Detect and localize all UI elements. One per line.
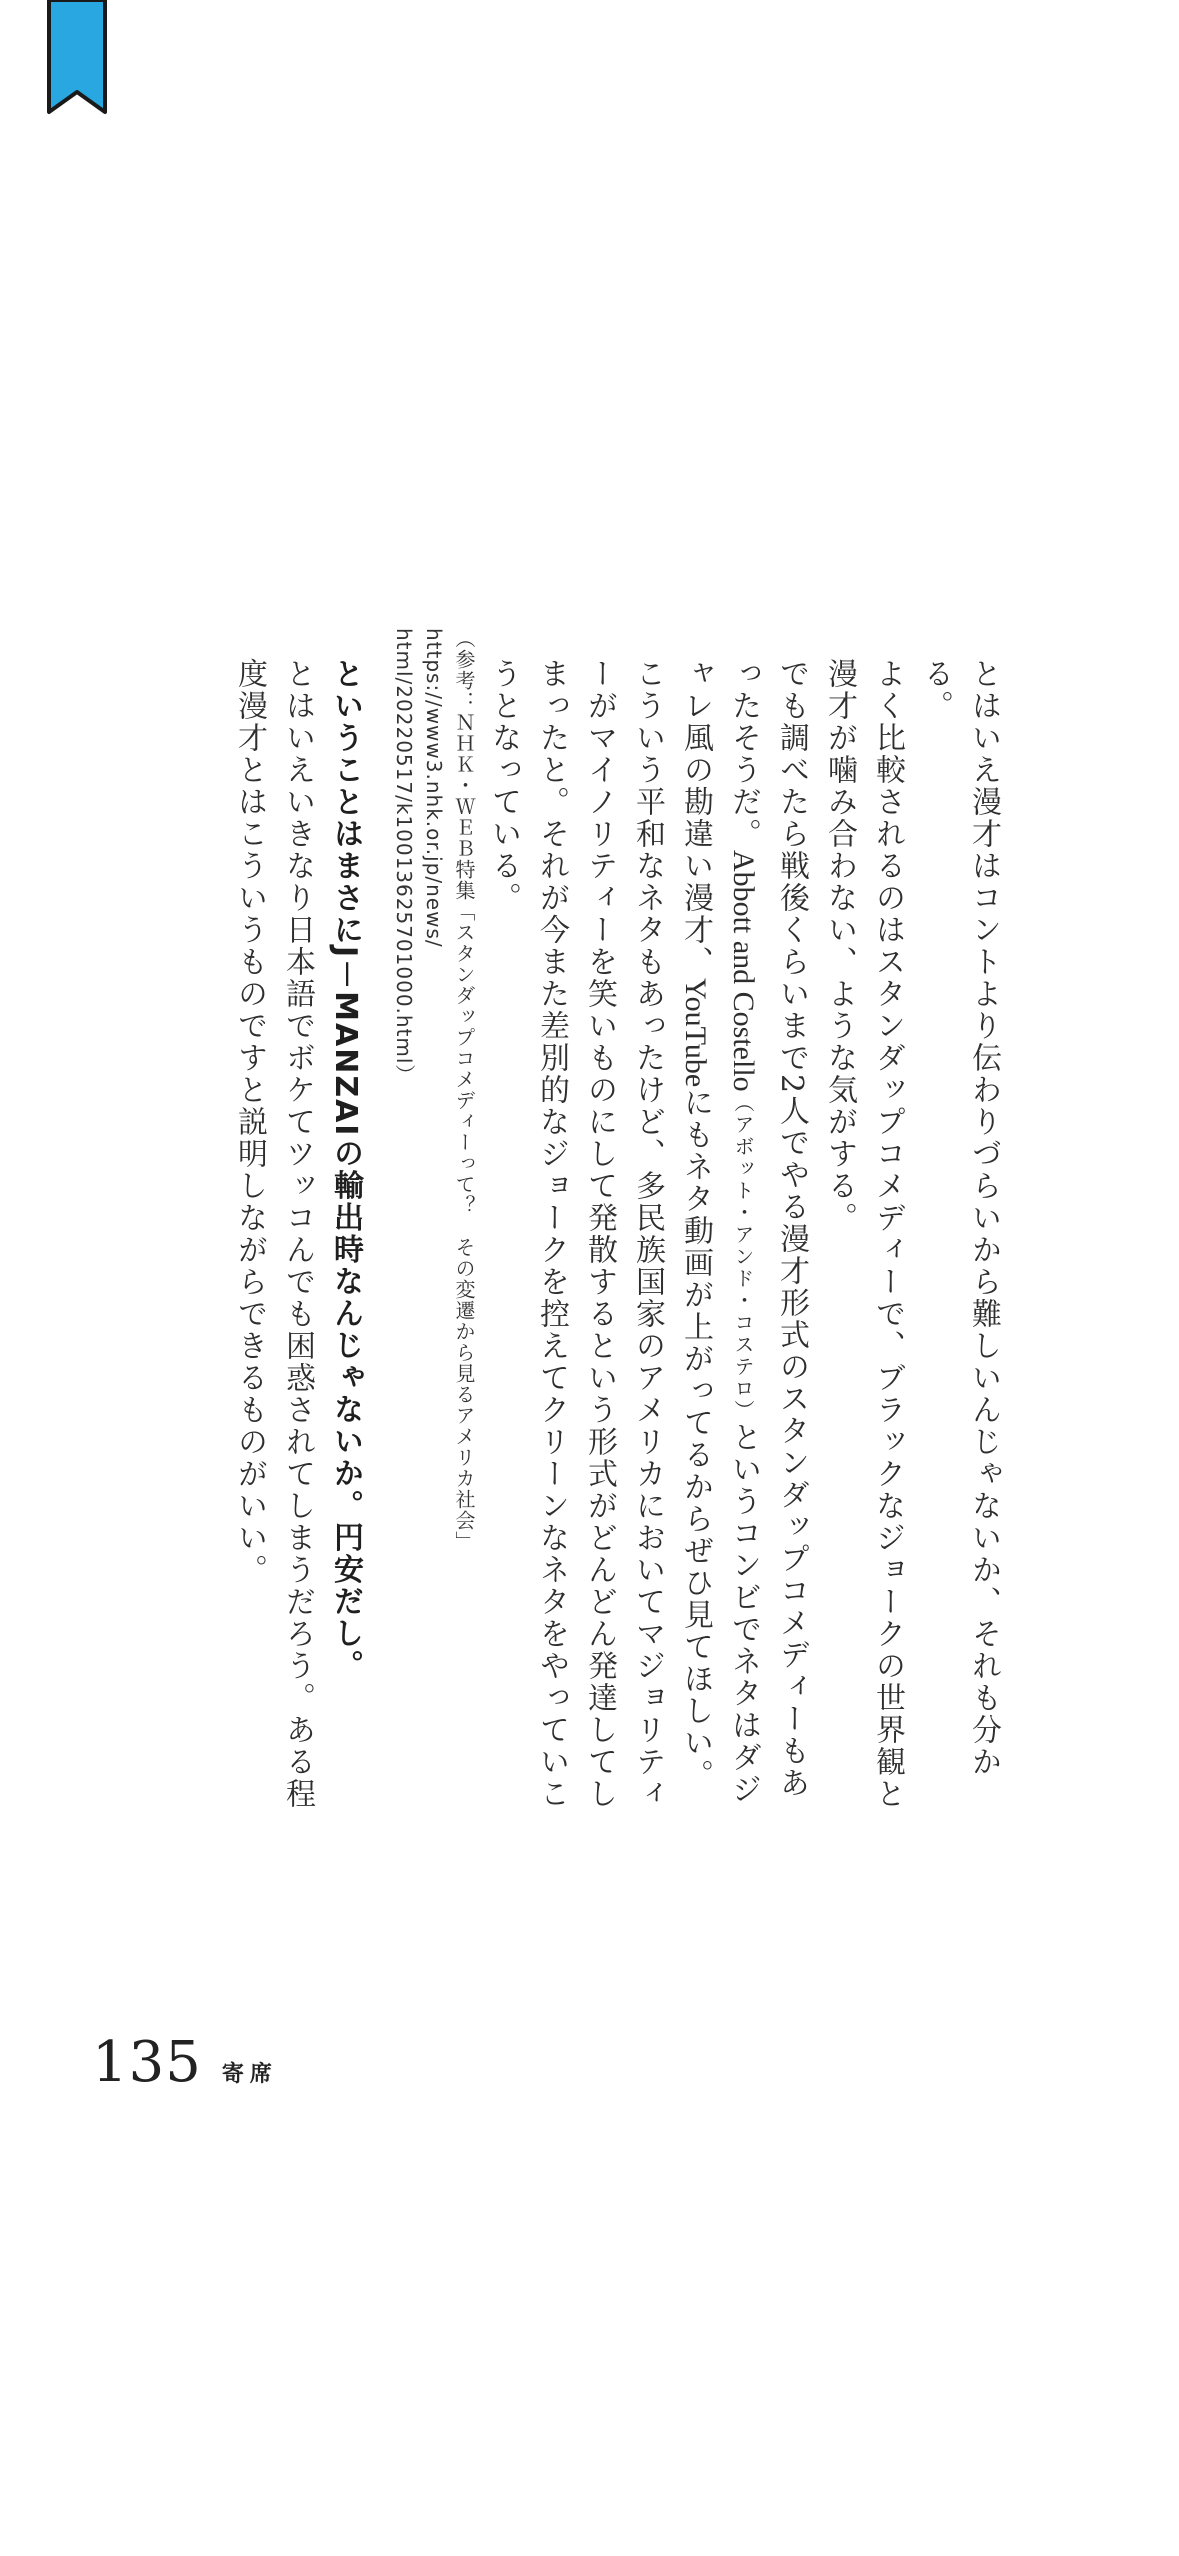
paragraph-3-reading: （アボット・アンド・コステロ） [731,1091,755,1422]
paragraph-3-name: Abbott and Costello [727,850,760,1092]
paragraph-5-bold: ということはまさにJ－MANZAIの輸出時なんじゃないか。円安だし。 [328,658,363,1682]
chapter-title: 寄席 [221,2062,278,2087]
paragraph-3 [671,628,815,1828]
page-body [107,628,1007,1828]
paragraph-3-d: というコンビでネタはダジャレ風の勘違い漫才、 [678,658,761,1806]
paragraph-1: とはいえ漫才はコントより伝わりづらいから難しいんじゃないか、それも分かる。 [918,658,1001,1778]
reference-note-line-1: （参考：ＮＨＫ・ＷＥＢ特集「スタンダップコメディーって？ その変遷から見るアメリカ社会」https://www3.nhk.or.jp/news/ [422,628,476,1552]
bookmark-icon[interactable] [46,0,108,118]
reference-note-line-2: html/20220517/k10013625701000.html） [392,628,416,1086]
page-footer [92,2030,278,2095]
paragraph-3-youtube: YouTube [679,978,712,1088]
paragraph-3-f: にもネタ動画が上がってるからぜひ見てほしい。 [678,1087,713,1792]
page-number: 135 [92,2030,202,2095]
paragraph-4: こういう平和なネタもあったけど、多民族国家のアメリカにおいてマジョリティーがマイノリティーを笑いものにして発散するという形式がどんどん発達してしまったと。それが今また差別的なジョークを控えてクリーンなネタをやっていこうとなっている。 [486,658,665,1810]
reference-note [392,628,479,1828]
paragraph-2: よく比較されるのはスタンダップコメディーで、ブラックなジョークの世界観と漫才が噛み合わない、ような気がする。 [822,658,905,1810]
paragraph-6: とはいえいきなり日本語でボケてツッコんでも困惑されてしまうだろう。ある程度漫才とはこういうものですと説明しながらできるものがいい。 [232,658,315,1810]
paragraph-3-a: でも調べたら戦後くらいまで2人でやる漫才形式のスタンダップコメディーもあったそうだ。 [726,658,809,1800]
